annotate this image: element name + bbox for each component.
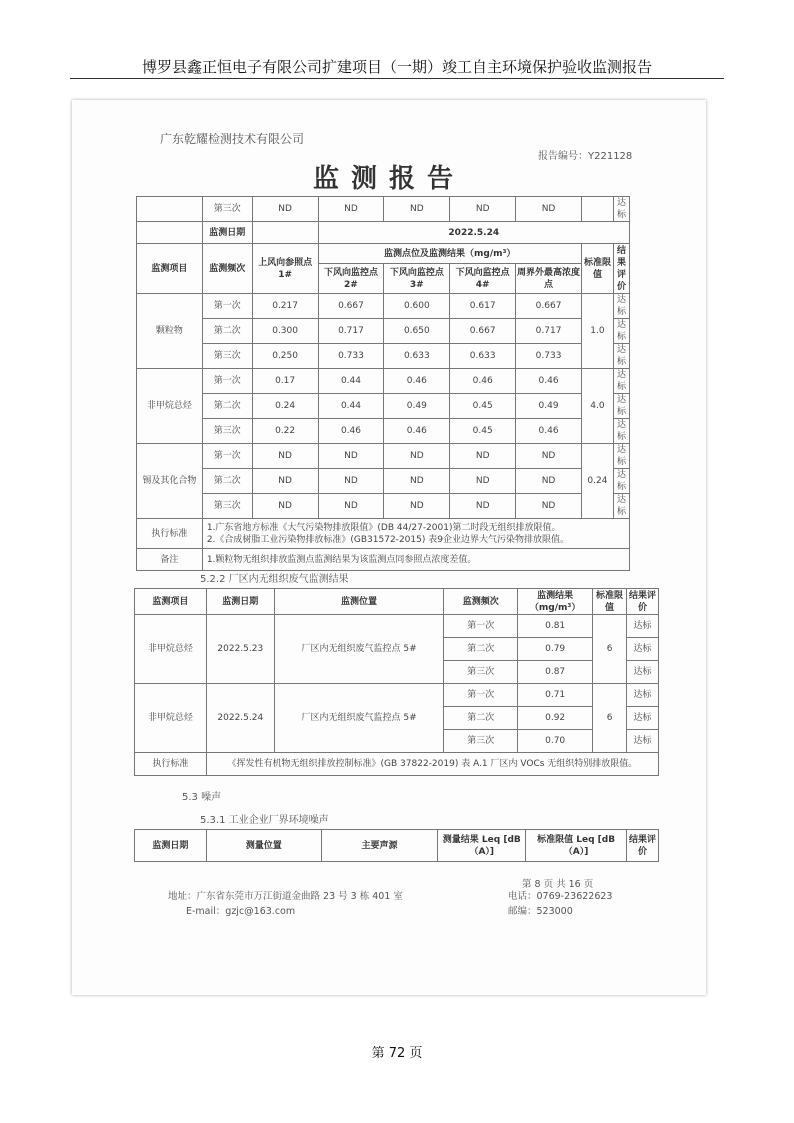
page-number: 第 72 页	[371, 1046, 423, 1061]
table-header-row: 监测项目 监测频次 上风向参照点 1# 监测点位及监测结果（mg/m³） 标准限值 结果评价	[137, 244, 630, 264]
table-row: 第三次 ND ND ND ND ND 达标	[137, 494, 630, 519]
table-row: 第二次 ND ND ND ND ND 达标	[137, 469, 630, 494]
table-header-row: 下风向监控点 2# 下风向监控点 3# 下风向监控点 4# 周界外最高浓度点	[137, 264, 630, 294]
document-header: 博罗县鑫正恒电子有限公司扩建项目（一期）竣工自主环境保护验收监测报告	[141, 58, 652, 76]
date-label: 监测日期	[202, 222, 252, 244]
table-row: 锡及其化合物 第一次 ND ND ND ND ND 0.24 达标	[137, 444, 630, 469]
footer-address: 地址：广东省东莞市万江街道金曲路 23 号 3 栋 401 室	[168, 891, 403, 902]
plant-emission-table	[134, 588, 659, 776]
table-row: 第二次 0.24 0.44 0.49 0.45 0.49 达标	[137, 394, 630, 419]
footer-postcode: 邮编：523000	[508, 906, 573, 917]
table-row: 第三次 ND ND ND ND ND 达标	[137, 197, 630, 222]
standard-row: 执行标准 1.广东省地方标准《大气污染物排放限值》(DB 44/27-2001)第二时段无组织排放限值。 2.《合成树脂工业污染物排放标准》(GB31572-2015) 表9企业边界大气污染物排放限值。	[137, 519, 630, 549]
table-row: 非甲烷总烃 2022.5.23 厂区内无组织废气监控点 5# 第一次 0.81 6 达标	[135, 615, 659, 638]
table-row	[137, 222, 630, 244]
note-text: 1.颗粒物无组织排放监测点监测结果为该监测点同参照点浓度差值。	[202, 549, 629, 571]
table-row: 颗粒物 第一次 0.217 0.667 0.600 0.617 0.667 1.0 达标	[137, 294, 630, 319]
table-header-row: 监测项目 监测日期 监测位置 监测频次 监测结果（mg/m³） 标准限值 结果评价	[135, 589, 659, 615]
date-value: 2022.5.24	[318, 222, 629, 244]
footer-phone: 电话：0769-23622623	[508, 891, 613, 902]
section-5-3: 5.3 噪声	[182, 792, 222, 803]
boundary-emission-table	[136, 196, 630, 571]
footer-email: E-mail：gzjc@163.com	[186, 906, 296, 917]
report-title: 监测报告	[312, 164, 465, 194]
table-row: 第二次 0.300 0.717 0.650 0.667 0.717 达标	[137, 319, 630, 344]
page-info: 第 8 页 共 16 页	[522, 879, 594, 890]
table-row: 非甲烷总烃 第一次 0.17 0.44 0.46 0.46 0.46 4.0 达标	[137, 369, 630, 394]
section-5-3-1: 5.3.1 工业企业厂界环境噪声	[200, 815, 329, 826]
standard-line-2: 2.《合成树脂工业污染物排放标准》(GB31572-2015) 表9企业边界大气污染物排放限值。	[206, 534, 569, 545]
table-row: 第三次 0.70 达标	[135, 730, 659, 753]
standard-line-1: 1.广东省地方标准《大气污染物排放限值》(DB 44/27-2001)第二时段无组织排放限值。	[206, 522, 561, 533]
table-row: 第三次 0.250 0.733 0.633 0.633 0.733 达标	[137, 344, 630, 369]
table-row: 第三次 0.22 0.46 0.46 0.45 0.46 达标	[137, 419, 630, 444]
table-header-row: 监测日期 测量位置 主要声源 测量结果 Leq [dB（A）] 标准限值 Leq [dB（A）] 结果评价	[135, 830, 659, 862]
company-name: 广东乾耀检测技术有限公司	[160, 132, 305, 146]
table-row: 第二次 0.92 达标	[135, 707, 659, 730]
table-row: 非甲烷总烃 2022.5.24 厂区内无组织废气监控点 5# 第一次 0.71 6 达标	[135, 684, 659, 707]
standard-row: 执行标准 《挥发性有机物无组织排放控制标准》(GB 37822-2019) 表 A.1 厂区内 VOCs 无组织特别排放限值。	[135, 753, 659, 776]
header-rule	[70, 78, 724, 79]
table-row: 第二次 0.79 达标	[135, 638, 659, 661]
report-number: 报告编号：Y221128	[538, 151, 633, 162]
scanned-report-page	[72, 100, 706, 995]
standard-text: 《挥发性有机物无组织排放控制标准》(GB 37822-2019) 表 A.1 厂区内 VOCs 无组织特别排放限值。	[206, 753, 658, 776]
note-row: 备注 1.颗粒物无组织排放监测点监测结果为该监测点同参照点浓度差值。	[137, 549, 630, 571]
section-5-2-2: 5.2.2 厂区内无组织废气监测结果	[200, 574, 349, 585]
table-row: 第三次 0.87 达标	[135, 661, 659, 684]
noise-table	[134, 829, 659, 862]
